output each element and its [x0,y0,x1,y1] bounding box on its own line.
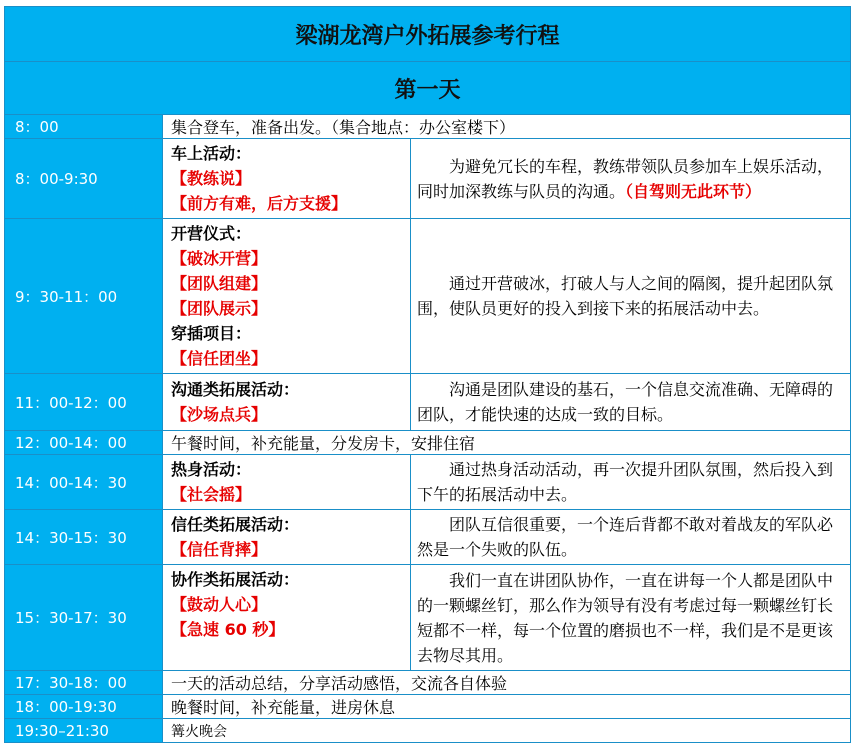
activity-cell: 晚餐时间，补充能量，进房休息 [163,695,851,719]
time-cell: 15：30-17：30 [5,565,163,671]
description-cell: 我们一直在讲团队协作，一直在讲每一个人都是团队中的一颗螺丝钉，那么作为领导有没有考虑过每一颗螺丝钉长短都不一样，每一个位置的磨损也不一样，我们是不是更该去物尽其用。 [411,565,851,671]
activity-item: 【破冰开营】 [171,249,268,268]
description-cell: 团队互信很重要，一个连后背都不敢对着战友的军队必然是一个失败的队伍。 [411,510,851,565]
activity-label: 开营仪式： [171,224,252,243]
time-cell: 12：00-14：00 [5,431,163,455]
day-heading: 第一天 [5,62,851,115]
table-row [5,219,851,374]
activity-cell [163,455,411,510]
time-cell: 8：00 [5,115,163,139]
activity-label: 信任类拓展活动： [171,515,300,534]
description-cell [411,139,851,219]
activity-cell [163,565,411,671]
activity-cell [163,374,411,431]
table-row [5,115,851,139]
time-cell: 18：00-19:30 [5,695,163,719]
description-text: 为避免冗长的车程，教练带领队员参加车上娱乐活动，同时加深教练与队员的沟通。 [417,156,834,201]
activity-label: 协作类拓展活动： [171,570,300,589]
activity-item: 【团队展示】 [171,299,268,318]
activity-item: 【前方有难，后方支援】 [171,194,348,213]
description-cell: 通过开营破冰，打破人与人之间的隔阂，提升起团队氛围，使队员更好的投入到接下来的拓展活动中去。 [411,219,851,374]
time-cell: 9：30-11：00 [5,219,163,374]
table-row [5,455,851,510]
activity-item: 【信任团坐】 [171,349,268,368]
activity-label: 穿插项目： [171,324,252,343]
time-cell: 14：00-14：30 [5,455,163,510]
activity-label: 沟通类拓展活动： [171,380,300,399]
activity-cell [163,219,411,374]
time-cell: 19:30–21:30 [5,719,163,743]
description-cell: 通过热身活动活动，再一次提升团队氛围，然后投入到下午的拓展活动中去。 [411,455,851,510]
table-row [5,510,851,565]
table-row [5,374,851,431]
itinerary-title: 梁湖龙湾户外拓展参考行程 [5,7,851,62]
time-cell: 8：00-9:30 [5,139,163,219]
activity-cell [163,139,411,219]
itinerary-table [4,6,851,743]
activity-item: 【信任背摔】 [171,540,268,559]
table-row [5,695,851,719]
activity-item: 【沙场点兵】 [171,405,268,424]
activity-cell: 集合登车，准备出发。（集合地点：办公室楼下） [163,115,851,139]
activity-cell [163,510,411,565]
activity-item: 【社会摇】 [171,485,252,504]
table-row [5,565,851,671]
activity-item: 【急速 60 秒】 [171,620,285,639]
activity-cell: 午餐时间，补充能量，分发房卡，安排住宿 [163,431,851,455]
description-cell: 沟通是团队建设的基石，一个信息交流准确、无障碍的团队，才能快速的达成一致的目标。 [411,374,851,431]
time-cell: 17：30-18：00 [5,671,163,695]
description-note: （自驾则无此环节） [625,181,762,201]
table-row [5,431,851,455]
activity-item: 【团队组建】 [171,274,268,293]
table-row [5,139,851,219]
time-cell: 14：30-15：30 [5,510,163,565]
activity-item: 【鼓动人心】 [171,595,268,614]
table-row [5,719,851,743]
activity-cell: 篝火晚会 [163,719,851,743]
activity-label: 车上活动： [171,144,252,163]
activity-cell: 一天的活动总结，分享活动感悟，交流各自体验 [163,671,851,695]
activity-item: 【教练说】 [171,169,252,188]
time-cell: 11：00-12：00 [5,374,163,431]
table-row [5,671,851,695]
activity-label: 热身活动： [171,460,252,479]
